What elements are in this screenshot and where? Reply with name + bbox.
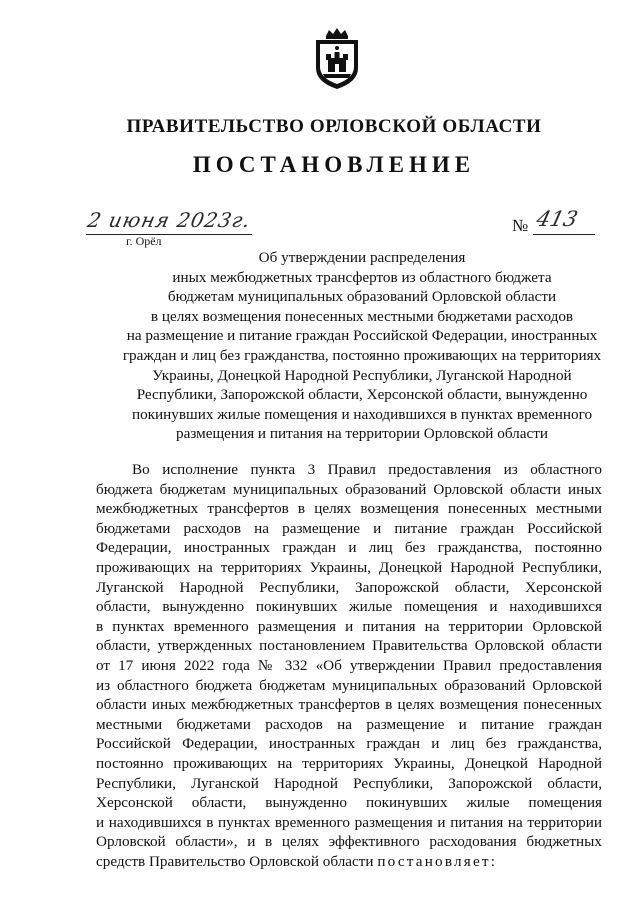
body-line: Орловской области», и в целях эффективного расходования бюджетных — [96, 833, 602, 851]
body-line: Федерации, иностранных граждан и лиц без гражданства, постоянно — [96, 539, 602, 557]
subject-line: граждан и лиц без гражданства, постоянно проживающих на территориях — [122, 346, 602, 364]
number-field — [533, 207, 595, 235]
number-sign: № — [512, 216, 529, 235]
subject-line: на размещение и питание граждан Российской Федерации, иностранных — [126, 327, 598, 345]
subject-line: покинувших жилые помещения и находившихся в пунктах временного — [131, 405, 593, 423]
body-line: постоянно проживающих на территориях Украины, Донецкой Народной — [96, 754, 602, 772]
subject-line: в целях возмещения понесенных местными бюджетами расходов — [150, 307, 574, 325]
body-line: межбюджетных трансфертов в целях возмещения понесенных местными — [96, 500, 602, 518]
body-line: проживающих на территориях Украины, Донецкой Народной Республики, — [96, 558, 602, 576]
body-line: области, утвержденных постановлением Правительства Орловской области — [96, 637, 602, 655]
body-last-line-text: средств Правительство Орловской области — [96, 852, 374, 870]
subject-line: Республики, Запорожской области, Херсонской области, вынужденно — [136, 386, 588, 404]
body-last-line — [96, 852, 602, 872]
resolution-word: постановляет: — [377, 852, 498, 870]
body-line: Херсонской области, вынужденно покинувших жилые помещения — [96, 794, 602, 812]
government-title: ПРАВИТЕЛЬСТВО ОРЛОВСКОЙ ОБЛАСТИ — [126, 116, 542, 137]
city-label: г. Орёл — [126, 234, 162, 248]
body-line: Республики, Луганской Народной Республики, Запорожской области, — [96, 774, 602, 792]
subject-line: Украины, Донецкой Народной Республики, Луганской Народной — [152, 366, 572, 384]
body-line: и находившихся в пунктах временного размещения и питания на территории — [96, 813, 602, 831]
document-body — [96, 460, 602, 871]
body-line: из областного бюджета бюджетам муниципальных образований Орловской — [96, 676, 602, 694]
date-field — [85, 208, 254, 235]
body-line: Российской Федерации, иностранных граждан и лиц без гражданства, — [96, 735, 602, 753]
body-line: в пунктах временного размещения и питания на территории Орловской — [96, 617, 602, 635]
subject-line: иных межбюджетных трансфертов из областного бюджета — [172, 268, 552, 286]
subject-line: бюджетам муниципальных образований Орловской области — [167, 288, 557, 306]
body-line: местными бюджетами расходов на размещение и питание граждан — [96, 715, 602, 733]
body-line: от 17 июня 2022 года № 332 «Об утверждении Правил предоставления — [96, 656, 602, 674]
body-line: области иных межбюджетных трансфертов в целях возмещения понесенных — [96, 696, 602, 714]
coat-of-arms-icon — [312, 28, 362, 90]
body-line: Луганской Народной Республики, Запорожской области, Херсонской — [96, 578, 602, 596]
body-line: Во исполнение пункта 3 Правил предоставления из областного — [132, 461, 602, 478]
document-subject — [96, 248, 628, 444]
subject-line: размещения и питания на территории Орловской области — [175, 425, 548, 443]
handwritten-date: 2 июня 2023г. — [85, 208, 254, 232]
body-line: бюджетами расходов на размещение и питание граждан Российской — [96, 519, 602, 537]
body-line: бюджета бюджетам муниципальных образований Орловской области иных — [96, 480, 602, 498]
body-line: области, вынужденно покинувших жилые помещения и находившихся — [96, 598, 602, 616]
subject-line: Об утверждении распределения — [258, 249, 466, 266]
handwritten-number: 413 — [534, 207, 581, 231]
document-type-title: ПОСТАНОВЛЕНИЕ — [192, 152, 476, 177]
